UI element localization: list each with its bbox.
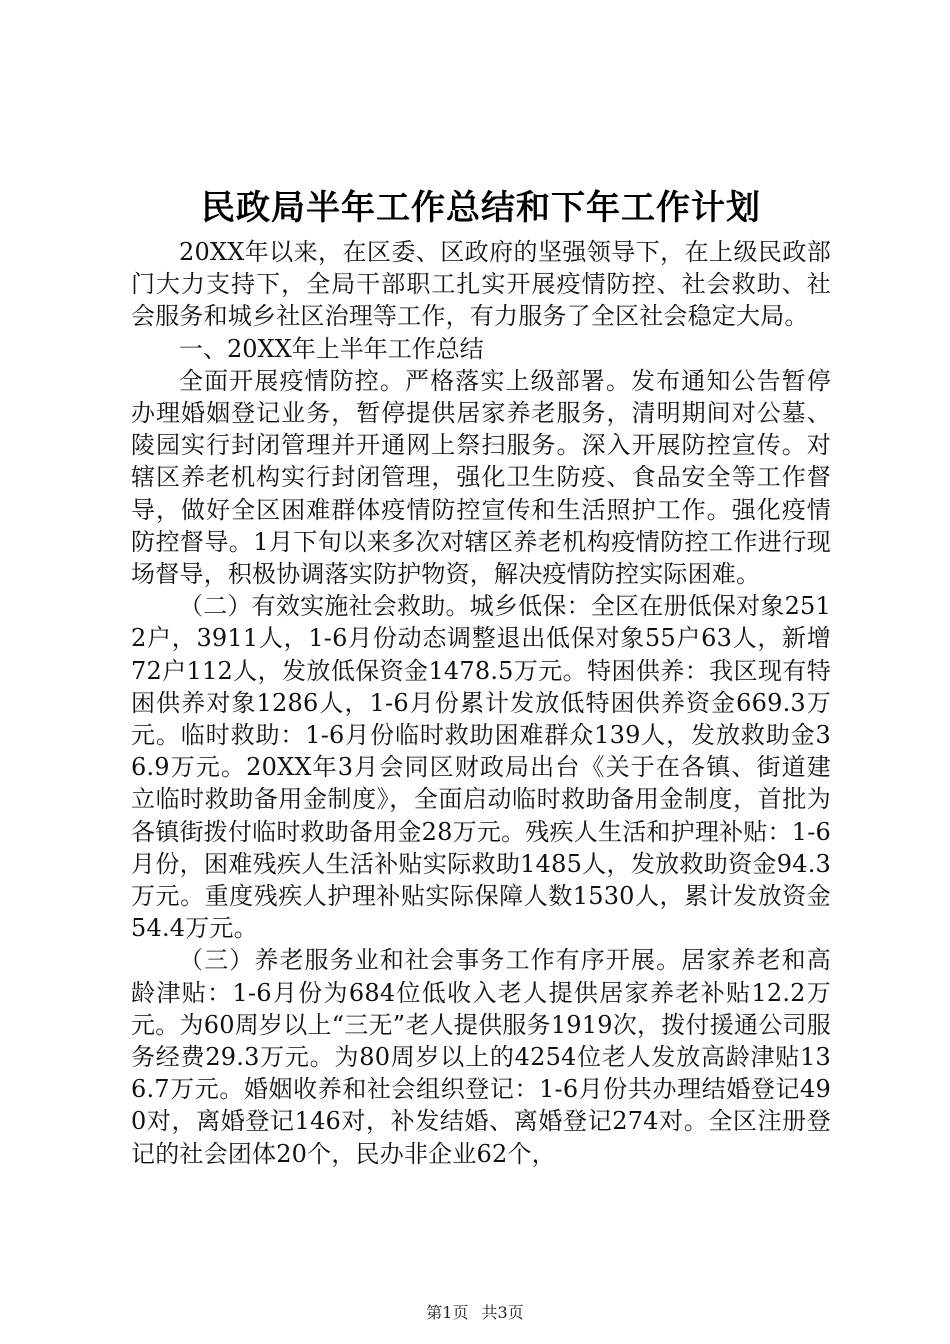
page-total: 共3页 bbox=[481, 1303, 524, 1322]
epidemic-control-paragraph: 全面开展疫情防控。严格落实上级部署。发布通知公告暂停办理婚姻登记业务，暂停提供居家养老服务，清明期间对公墓、陵园实行封闭管理并开通网上祭扫服务。深入开展防控宣传。对辖区养老机构实行封闭管理，强化卫生防疫、食品安全等工作督导，做好全区困难群体疫情防控宣传和生活照护工作。强化疫情防控督导。1月下旬以来多次对辖区养老机构疫情防控工作进行现场督导，积极协调落实防护物资，解决疫情防控实际困难。 bbox=[131, 366, 831, 589]
page-number: 第1页 bbox=[426, 1303, 469, 1322]
document-body bbox=[131, 186, 831, 1170]
page-footer bbox=[0, 1300, 950, 1323]
intro-paragraph: 20XX年以来，在区委、区政府的坚强领导下，在上级民政部门大力支持下，全局干部职工扎实开展疫情防控、社会救助、社会服务和城乡社区治理等工作，有力服务了全区社会稳定大局。 bbox=[131, 238, 831, 331]
social-assistance-paragraph: （二）有效实施社会救助。城乡低保：全区在册低保对象2512户，3911人，1-6月份动态调整退出低保对象55户63人，新增72户112人，发放低保资金1478.5万元。特困供养：我区现有特困供养对象1286人，1-6月份累计发放低特困供养资金669.3万元。临时救助：1-6月份临时救助困难群众139人，发放救助金36.9万元。20XX年3月会同区财政局出台《关于在各镇、街道建立临时救助备用金制度》，全面启动临时救助备用金制度，首批为各镇街拨付临时救助备用金28万元。残疾人生活和护理补贴：1-6月份，困难残疾人生活补贴实际救助1485人，发放救助资金94.3万元。重度残疾人护理补贴实际保障人数1530人，累计发放资金54.4万元。 bbox=[131, 592, 831, 943]
document-title: 民政局半年工作总结和下年工作计划 bbox=[201, 188, 761, 228]
section-heading: 一、20XX年上半年工作总结 bbox=[179, 334, 484, 363]
elderly-services-paragraph: （三）养老服务业和社会事务工作有序开展。居家养老和高龄津贴：1-6月份为684位低收入老人提供居家养老补贴12.2万元。为60周岁以上“三无”老人提供服务1919次，拨付援通公司服务经费29.3万元。为80周岁以上的4254位老人发放高龄津贴136.7万元。婚姻收养和社会组织登记：1-6月份共办理结婚登记490对，离婚登记146对，补发结婚、离婚登记274对。全区注册登记的社会团体20个，民办非企业62个， bbox=[131, 946, 831, 1168]
